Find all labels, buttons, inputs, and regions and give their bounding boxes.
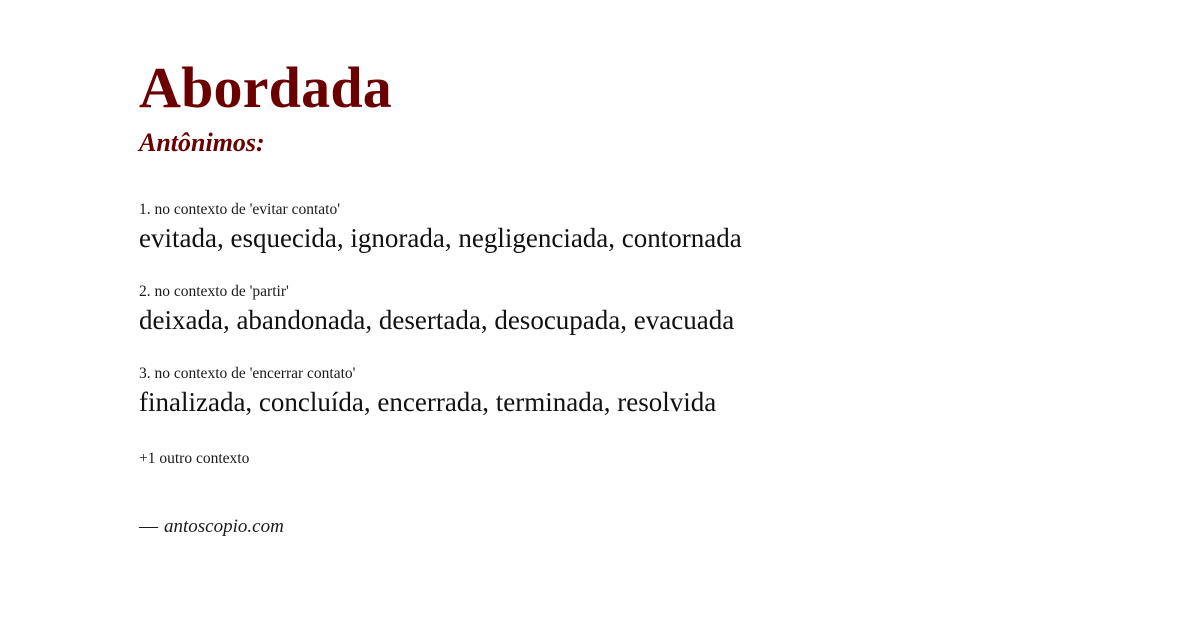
sense-synonyms: deixada, abandonada, desertada, desocupada, evacuada	[139, 305, 735, 336]
sense-synonyms: finalizada, concluída, encerrada, terminada, resolvida	[139, 387, 717, 417]
sense-context-label: 2. no contexto de 'partir'	[139, 282, 289, 300]
section-subtitle: Antônimos:	[139, 127, 265, 157]
page-title: Abordada	[139, 55, 392, 120]
source-attribution	[139, 516, 1200, 538]
source-name: antoscopio.com	[164, 515, 284, 537]
sense-synonyms: evitada, esquecida, ignorada, negligenciada, contornada	[139, 223, 742, 254]
em-dash-icon: —	[139, 515, 158, 537]
more-contexts-note: +1 outro contexto	[139, 449, 250, 467]
sense-context-label: 1. no contexto de 'evitar contato'	[139, 201, 340, 219]
sense-context-label: 3. no contexto de 'encerrar contato'	[139, 364, 356, 382]
sense-item	[139, 200, 1200, 256]
sense-item	[139, 364, 1200, 420]
sense-list	[139, 200, 1200, 420]
sense-item	[139, 282, 1200, 338]
